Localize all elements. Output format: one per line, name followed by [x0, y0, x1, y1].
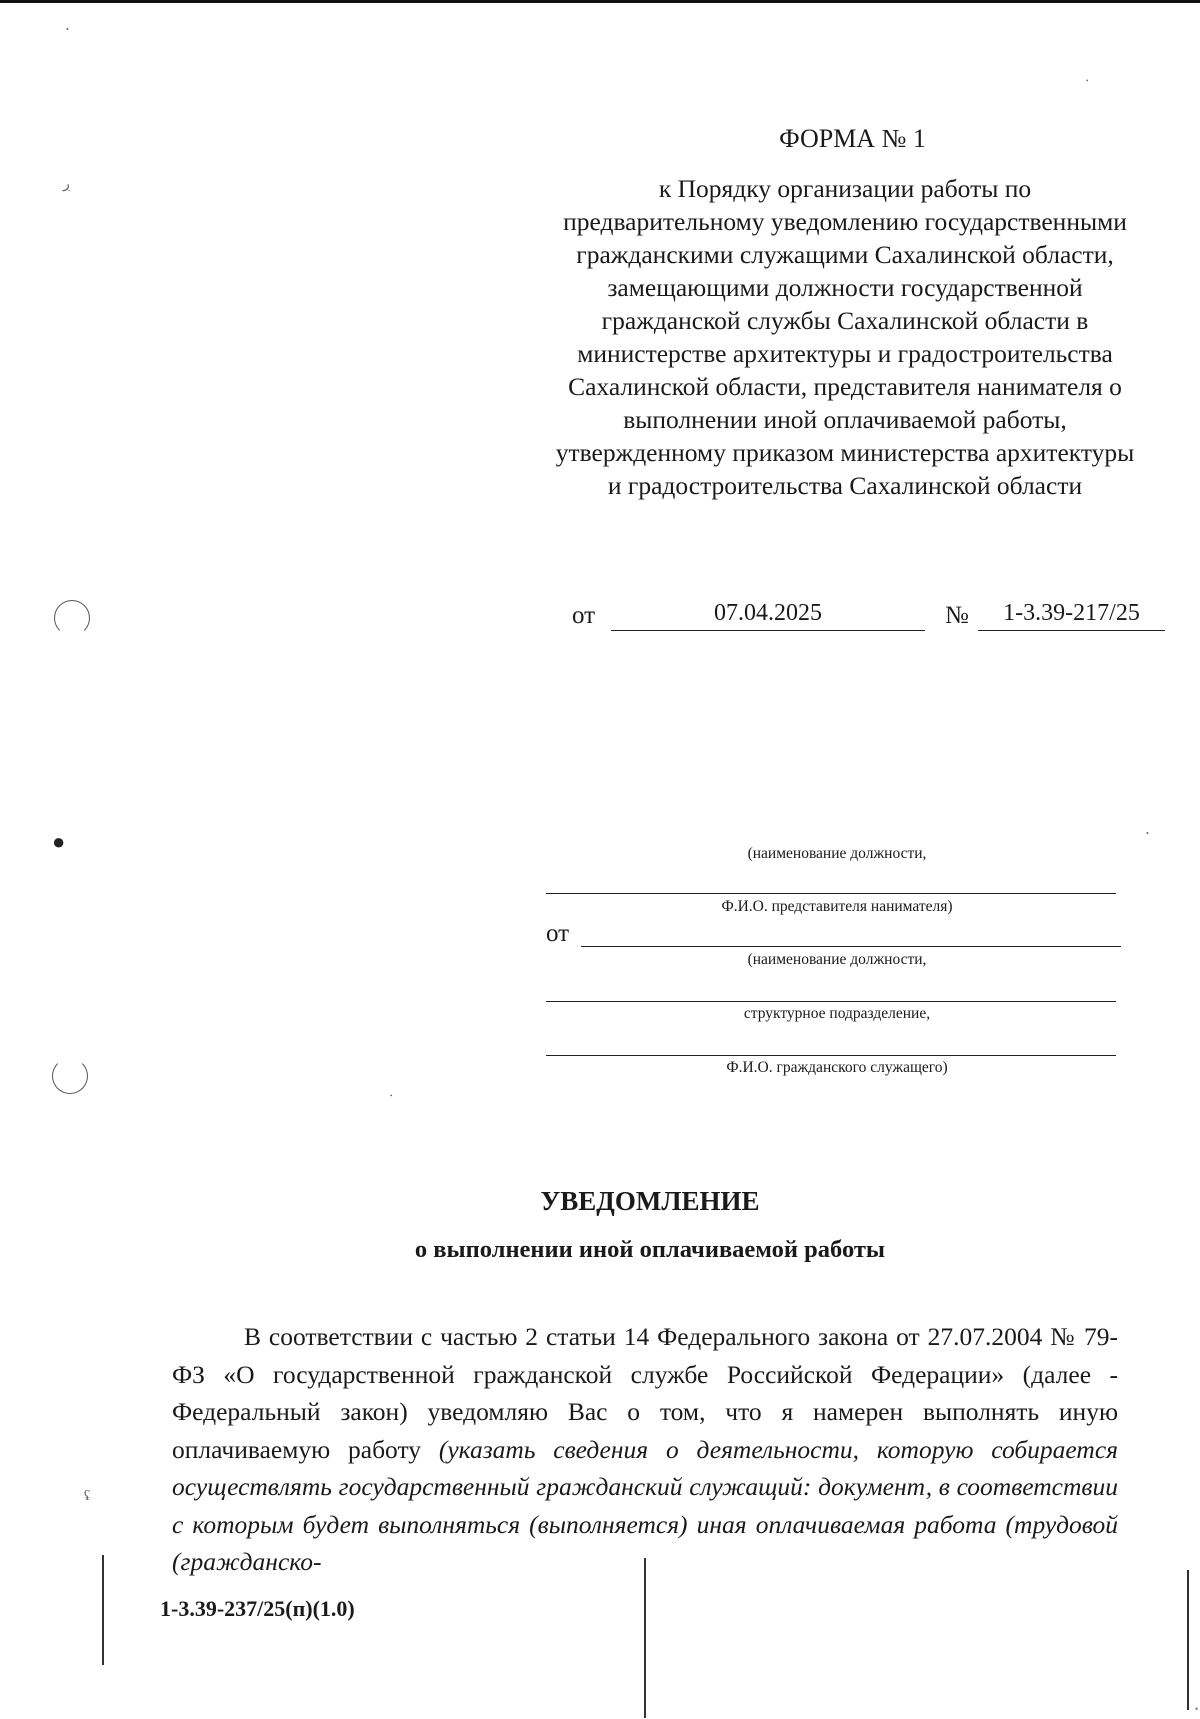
notice-body-italic: (указать сведения о деятельности, которую собирается осуществлять государственный гражданский служащий: документ, в соответствии с которым будет выполняться (выполняется) иная оплачиваемая работа (трудовой (гражданско-	[172, 1434, 1118, 1576]
addressee-line-1	[546, 893, 1116, 894]
addressee-line-3	[546, 1001, 1116, 1002]
scan-speck: •	[390, 1092, 393, 1100]
scan-rule-center	[644, 1558, 646, 1718]
caption-position-2: (наименование должности,	[747, 951, 927, 968]
notice-title: УВЕДОМЛЕНИЕ	[540, 1186, 760, 1216]
scan-top-edge	[0, 0, 1200, 3]
scan-speck: ڔ	[63, 177, 71, 192]
caption-position: (наименование должности,	[747, 845, 927, 862]
scan-speck: •	[66, 25, 69, 34]
scan-speck: •	[1146, 829, 1149, 838]
punch-hole-lower	[52, 1058, 88, 1094]
document-code: 1-3.39-237/25(п)(1.0)	[160, 1596, 355, 1621]
scan-speck: •	[1086, 77, 1089, 85]
caption-fio-servant: Ф.И.О. гражданского служащего)	[726, 1059, 948, 1076]
order-number-sign: №	[945, 602, 969, 629]
order-from-label: от	[572, 602, 596, 629]
notice-subtitle: о выполнении иной оплачиваемой работы	[414, 1236, 886, 1263]
scan-speck: ●	[52, 829, 66, 854]
scan-rule-left	[102, 1555, 104, 1665]
addressee-line-4	[546, 1055, 1116, 1056]
order-date: 07.04.2025	[611, 600, 925, 631]
scan-speck: ʢ	[84, 1489, 91, 1504]
caption-department: структурное подразделение,	[743, 1005, 931, 1022]
punch-hole-upper	[54, 600, 90, 636]
caption-fio-employer: Ф.И.О. представителя нанимателя)	[721, 898, 953, 915]
addressee-line-2	[581, 946, 1121, 947]
scan-rule-right	[1187, 1570, 1189, 1710]
form-title: ФОРМА № 1	[779, 124, 926, 153]
order-number: 1-3.39-217/25	[978, 600, 1165, 631]
notice-body-regular: В соответствии с частью 2 статьи 14 Федерального закона от 27.07.2004 № 79-ФЗ «О государственной гражданской службе Российской Федерации» (далее - Федеральный закон) уведомляю Вас о том, что я намерен выполнять иную оплачиваемую работу	[172, 1322, 1118, 1464]
scan-speck: •	[1195, 1704, 1199, 1714]
notice-body	[172, 1318, 1118, 1581]
form-description: к Порядку организации работы по предварительному уведомлению государственными гражданскими служащими Сахалинской области, замещающими должности государственной гражданской службы Сахалинской области в министерстве архитектуры и градостроительства Сахалинской области, представителя нанимателя о выполнении иной оплачиваемой работы, утвержденному приказом министерства архитектуры и градостроительства Сахалинской области	[555, 174, 1135, 500]
addressee-from-label: от	[546, 920, 570, 947]
